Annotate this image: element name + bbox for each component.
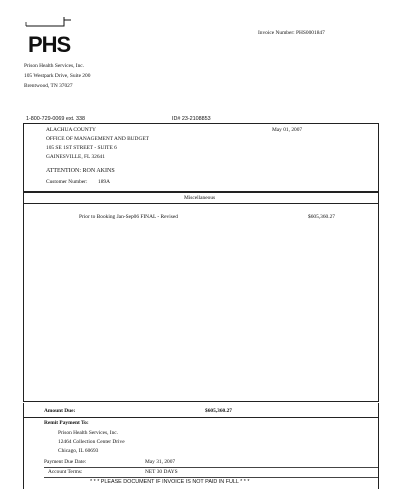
terms-underline (44, 477, 378, 478)
remit-street: 12464 Collection Center Drive (58, 439, 125, 445)
remit-label: Remit Payment To: (44, 420, 89, 426)
billing-line-1: ALACHUA COUNTY (46, 127, 96, 133)
customer-number-label: Customer Number: (46, 179, 88, 185)
customer-number: 189A (98, 179, 110, 185)
line-item-description: Prior to Booking Jan-Sep06 FINAL - Revised (79, 214, 178, 220)
billing-line-2: OFFICE OF MANAGEMENT AND BUDGET (46, 136, 149, 142)
company-logo (24, 14, 80, 58)
terms-value: NET 30 DAYS (145, 469, 178, 475)
phs-logo-icon (24, 14, 80, 58)
terms-label: Account Terms: (48, 469, 83, 475)
tax-id: ID# 23-2108853 (172, 116, 211, 122)
invoice-date: May 01, 2007 (272, 127, 303, 133)
invoice-number: Invoice Number: PHS0001847 (258, 30, 325, 36)
amount-due-value: $605,360.27 (205, 408, 232, 414)
amount-due-label: Amount Due: (44, 408, 76, 414)
payment-due-date: May 31, 2007 (145, 459, 176, 465)
billing-line-4: GAINESVILLE, FL 32641 (46, 154, 105, 160)
svg-text:PHS: PHS (28, 32, 71, 57)
sender-name: Prison Health Services, Inc. (24, 63, 85, 69)
attention-line: ATTENTION: RON AKINS (46, 168, 115, 174)
remit-name: Prison Health Services, Inc. (58, 430, 119, 436)
sender-street: 105 Westpark Drive, Suite 200 (24, 73, 91, 79)
payment-due-underline (44, 467, 378, 468)
line-item-amount: $605,360.27 (308, 214, 335, 220)
section-divider (24, 203, 378, 204)
section-title: Miscellaneous (184, 195, 216, 201)
payment-due-label: Payment Due Date: (44, 459, 87, 465)
billing-line-3: 105 SE 1ST STREET - SUITE 6 (46, 145, 117, 151)
phone-number: 1-800-729-0069 ext. 338 (26, 116, 86, 122)
line-items-box (23, 192, 379, 402)
remit-city: Chicago, IL 60693 (58, 448, 99, 454)
sender-city: Brentwood, TN 37027 (24, 83, 73, 89)
footer-notice: * * * PLEASE DOCUMENT IF INVOICE IS NOT PAID IN FULL * * * (90, 479, 250, 485)
